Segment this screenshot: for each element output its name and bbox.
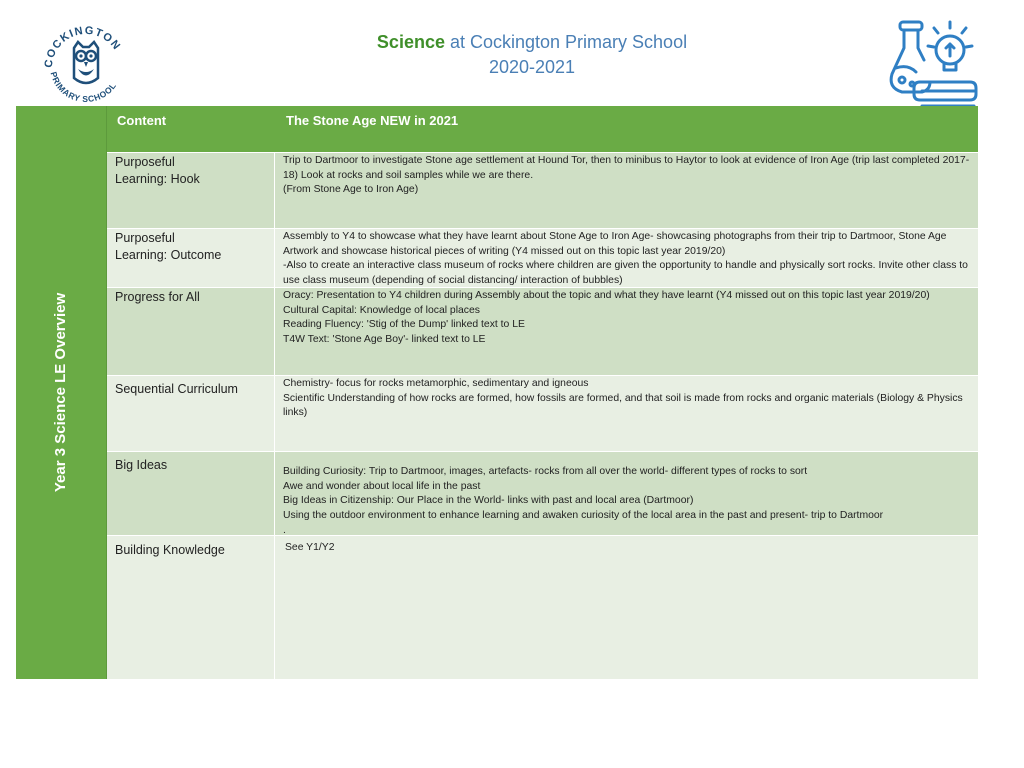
row-label: Sequential Curriculum <box>115 382 238 396</box>
table-row <box>107 536 978 679</box>
row-label-cell <box>107 288 275 375</box>
header-content: Content <box>117 113 167 128</box>
row-text: Building Curiosity: Trip to Dartmoor, images, artefacts- rocks from all over the world- different types of rocks to sort Awe and wonder about local life in the past Big Ideas in Citizenship: Our Place in the World- links with past and local area (Dartmoor) Using the outdoor environment to enhance learning and awaken curiosity of the local area in the past and present- trip to Dartmoor . <box>283 466 884 536</box>
row-text-cell <box>276 153 978 228</box>
row-label: Purposeful Learning: Hook <box>115 155 200 186</box>
row-text-cell <box>276 229 978 287</box>
row-text: See Y1/Y2 <box>285 542 335 553</box>
row-text-cell <box>276 376 978 451</box>
logo-top-text: COCKINGTON <box>42 24 123 69</box>
row-text-cell <box>276 536 978 679</box>
row-text: Assembly to Y4 to showcase what they have learnt about Stone Age to Iron Age- showcasing photographs from their trip to Dartmoor, Stone Age Artwork and showcase historical pieces of writing (Y4 missed out on this topic last year 2019/20) -Also to create an interactive class museum of rocks where children are given the opportunity to handle and physically sort rocks. Invite other class to use class museum (depending of social distancing/ interaction of bubbles) <box>283 231 968 287</box>
row-text: Trip to Dartmoor to investigate Stone age settlement at Hound Tor, then to minibus to Haytor to look at evidence of Iron Age (trip last completed 2017-18) Look at rocks and soil samples while we are there. (From Stone Age to Iron Age) <box>283 155 970 196</box>
logo-bottom-text: PRIMARY SCHOOL <box>48 70 119 105</box>
table-row <box>107 153 978 228</box>
row-label: Building Knowledge <box>115 543 225 557</box>
title-science: Science <box>376 32 445 52</box>
title-years: 2020-2021 <box>488 57 576 77</box>
title-school: at Cockington Primary School <box>444 32 688 52</box>
row-label: Progress for All <box>115 290 200 304</box>
row-label-cell <box>107 229 275 287</box>
row-label: Big Ideas <box>115 458 168 472</box>
row-label: Purposeful Learning: Outcome <box>115 231 222 262</box>
table-row <box>107 452 978 535</box>
row-text-cell <box>276 452 978 535</box>
row-label-cell <box>107 452 275 535</box>
row-label-cell <box>107 536 275 679</box>
page-title <box>0 30 1024 80</box>
row-text: Chemistry- focus for rocks metamorphic, sedimentary and igneous Scientific Understanding of how rocks are formed, how fossils are formed, and that soil is made from rocks and organic materials (Biology & Physics links) <box>283 378 963 419</box>
row-text: Oracy: Presentation to Y4 children during Assembly about the topic and what they have learnt (Y4 missed out on this topic last year 2019/20) Cultural Capital: Knowledge of local places Reading Fluency: 'Stig of the Dump' linked text to LE T4W Text: 'Stone Age Boy'- linked text to LE <box>283 290 930 346</box>
header-topic: The Stone Age NEW in 2021 <box>286 113 459 128</box>
table-row <box>107 376 978 451</box>
science-icon <box>886 16 980 108</box>
row-label-cell <box>107 376 275 451</box>
sidebar-label: Year 3 Science LE Overview <box>52 292 70 493</box>
row-label-cell <box>107 153 275 228</box>
table-row <box>107 288 978 375</box>
sidebar-label-wrap <box>16 106 106 679</box>
table-row <box>107 229 978 287</box>
table-header <box>107 106 978 152</box>
row-text-cell <box>276 288 978 375</box>
